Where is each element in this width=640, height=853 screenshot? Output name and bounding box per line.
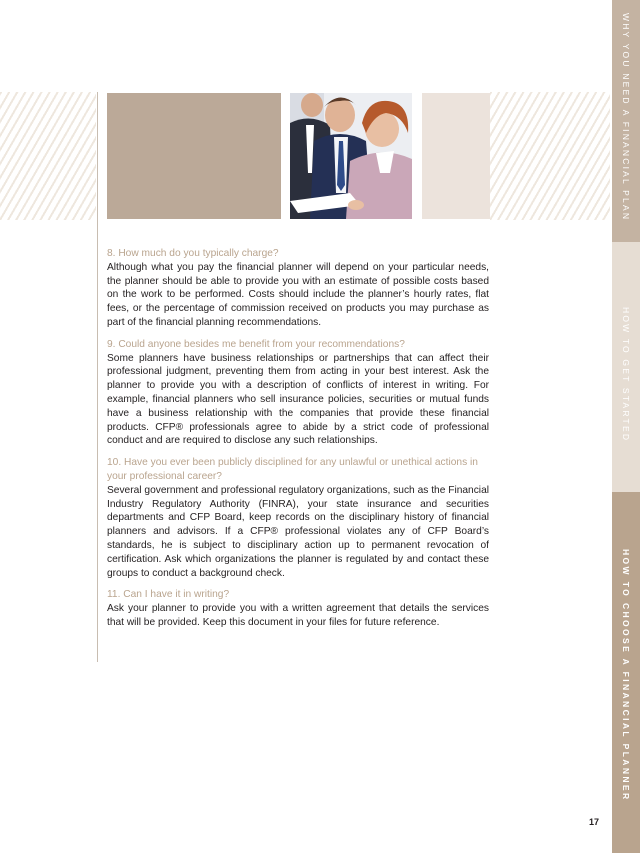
- decorative-pattern-right: [490, 92, 610, 220]
- question-8: 8. How much do you typically charge?: [107, 248, 279, 259]
- color-block-taupe: [107, 93, 281, 219]
- answer-11: Ask your planner to provide you with a written agreement that details the services that will be provided. Keep this document in your files for future reference.: [107, 603, 489, 628]
- business-people-photo: [290, 93, 412, 219]
- answer-9: Some planners have business relationships or partnerships that can affect their professional judgment, preventing them from acting in your best interest. Ask the planner to provide you with a description of conflicts of interest in writing. For example, financial planners who sell insurance policies, securities or mutual funds have a business relationship with the companies that provide these financial products. CFP® professionals agree to abide by a strict code of professional conduct and are required to disclose any such relationships.: [107, 352, 489, 447]
- faq-item: [107, 456, 489, 580]
- answer-8: Although what you pay the financial planner will depend on your particular needs, the planner should be able to provide you with an estimate of possible costs based on the work to be performed. Costs should include the planner’s hourly rates, flat fees, or the percentage of commission received on products you may purchase as part of the financial planning recommendations.: [107, 261, 489, 328]
- faq-item: [107, 588, 489, 629]
- question-11: 11. Can I have it in writing?: [107, 589, 230, 601]
- faq-item: [107, 247, 489, 330]
- question-10: 10. Have you ever been publicly disciplined for any unlawful or unethical actions in your professional career?: [107, 457, 478, 482]
- page-number: 17: [589, 817, 600, 827]
- faq-list: [107, 247, 489, 638]
- sidebar-label-choose: HOW TO CHOOSE A FINANCIAL PLANNER: [621, 548, 631, 802]
- decorative-pattern-left: [0, 92, 96, 220]
- section-sidebar: [612, 0, 640, 853]
- sidebar-label-plan: WHY YOU NEED A FINANCIAL PLAN: [621, 12, 631, 222]
- question-9: 9. Could anyone besides me benefit from your recommendations?: [107, 338, 405, 350]
- sidebar-label-started: HOW TO GET STARTED: [621, 307, 631, 443]
- color-block-cream: [422, 93, 490, 219]
- faq-item: [107, 338, 489, 448]
- left-rule: [97, 92, 98, 662]
- answer-10: Several government and professional regulatory organizations, such as the Financial Industry Regulatory Authority (FINRA), your state insurance and securities departments and CFP Board, keep records on the disciplinary history of financial planners and advisors. If a CFP® professional violates any of CFP Board’s standards, he is subject to disciplinary action up to permanent revocation of certification. Ask which organizations the planner is regulated by and contact these groups to conduct a background check.: [107, 484, 489, 579]
